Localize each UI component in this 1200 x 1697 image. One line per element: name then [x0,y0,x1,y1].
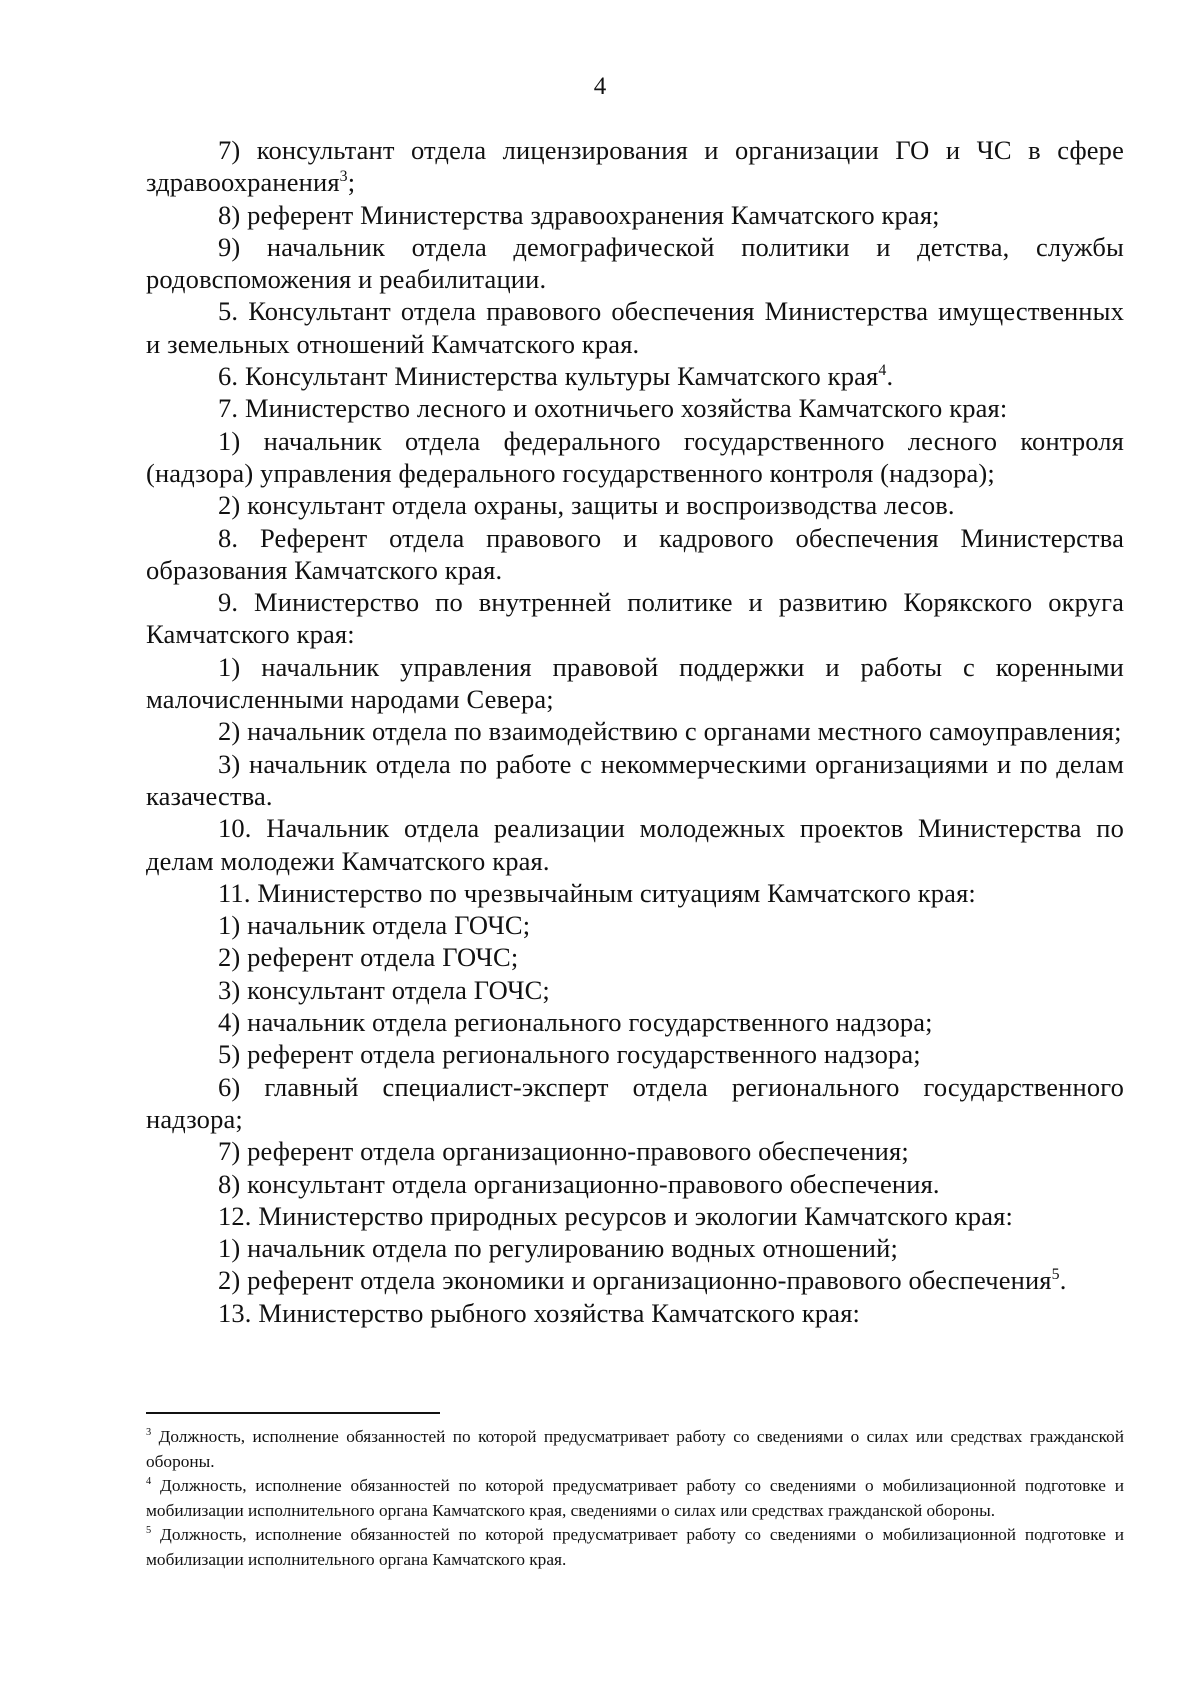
footnote-mark: 5 [146,1525,152,1537]
paragraph-11-item-2: 2) референт отдела ГОЧС; [218,942,519,973]
footnote-mark: 4 [146,1476,152,1488]
paragraph-7-item-1: 1) начальник отдела федерального государственного лесного контроля (надзора) управления федерального государственного контроля (надзора); [146,425,1124,488]
footnote-ref-3[interactable]: 3 [339,168,348,186]
paragraph-7-1: 7) консультант отдела лицензирования и организации ГО и ЧС в сфере здравоохранения$^3$; [146,135,1124,198]
paragraph-11-item-4: 4) начальник отдела регионального государственного надзора; [218,1007,933,1038]
paragraph-11-item-7: 7) референт отдела организационно-правового обеспечения; [218,1136,909,1167]
paragraph-7-item-2: 2) консультант отдела охраны, защиты и воспроизводства лесов. [218,490,955,521]
paragraph-8-1: 8) референт Министерства здравоохранения Камчатского края; [218,199,940,230]
paragraph-10: 10. Начальник отдела реализации молодежных проектов Министерства по делам молодежи Камчатского края. [146,813,1124,876]
paragraph-9: 9. Министерство по внутренней политике и развитию Корякского округа Камчатского края: [146,587,1124,650]
paragraph-12-item-2: 2) референт отдела экономики и организационно-правового обеспечения$^5$. [218,1265,1067,1296]
paragraph-12-item-1: 1) начальник отдела по регулированию водных отношений; [218,1233,898,1264]
paragraph-6: 6. Консультант Министерства культуры Камчатского края$^4$. [218,361,894,392]
paragraph-9-item-2: 2) начальник отдела по взаимодействию с органами местного самоуправления; [218,716,1122,747]
paragraph-9-1: 9) начальник отдела демографической политики и детства, службы родовспоможения и реабилитации. [146,231,1124,295]
paragraph-11-item-8: 8) консультант отдела организационно-правового обеспечения. [218,1168,940,1199]
paragraph-9-item-3: 3) начальник отдела по работе с некоммерческими организациями и по делам казачества. [146,748,1124,811]
page-number: 4 [593,73,607,100]
paragraph-11-item-3: 3) консультант отдела ГОЧС; [218,974,550,1005]
paragraph-7: 7. Министерство лесного и охотничьего хозяйства Камчатского края: [218,393,1008,424]
paragraph-11-item-6: 6) главный специалист-эксперт отдела регионального государственного надзора; [146,1071,1124,1134]
footnote-ref-4[interactable]: 4 [878,362,887,380]
footnote-separator [146,1412,440,1414]
paragraph-13: 13. Министерство рыбного хозяйства Камчатского края: [218,1297,861,1328]
footnote-4: $^4$ Должность, исполнение обязанностей по которой предусматривает работу со сведениями о мобилизационной подготовке и мобилизации исполнительного органа Камчатского края, сведениями о силах или средствах гражданской обороны. [146,1476,1124,1520]
paragraph-5: 5. Консультант отдела правового обеспечения Министерства имущественных и земельных отношений Камчатского края. [146,296,1124,359]
paragraph-11-item-5: 5) референт отдела регионального государственного надзора; [218,1039,921,1070]
body-text [146,134,1124,1329]
paragraph-8: 8. Референт отдела правового и кадрового обеспечения Министерства образования Камчатского края. [146,522,1124,585]
footnote-mark: 3 [146,1427,152,1439]
paragraph-11-item-1: 1) начальник отдела ГОЧС; [218,910,531,941]
paragraph-9-item-1: 1) начальник управления правовой поддержки и работы с коренными малочисленными народами Севера; [146,651,1124,715]
footnote-ref-5[interactable]: 5 [1051,1266,1060,1284]
paragraph-11: 11. Министерство по чрезвычайным ситуациям Камчатского края: [218,877,976,908]
footnote-5: $^5$ Должность, исполнение обязанностей по которой предусматривает работу со сведениями о мобилизационной подготовке и мобилизации исполнительного органа Камчатского края. [146,1525,1124,1569]
footnote-3: $^3$ Должность, исполнение обязанностей по которой предусматривает работу со сведениями о силах или средствах гражданской обороны. [146,1427,1124,1471]
paragraph-12: 12. Министерство природных ресурсов и экологии Камчатского края: [218,1200,1013,1231]
footnotes [146,1425,1124,1572]
